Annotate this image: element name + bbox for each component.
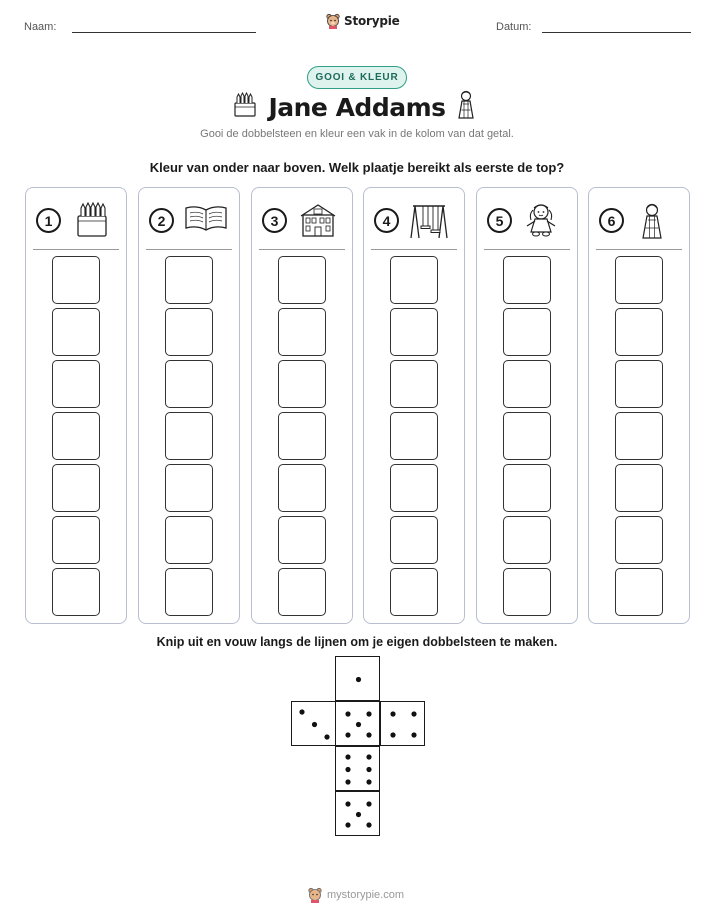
color-cell[interactable] bbox=[52, 516, 100, 564]
die-face-5 bbox=[335, 701, 380, 746]
die-pip bbox=[356, 812, 361, 817]
color-cell[interactable] bbox=[390, 308, 438, 356]
column-divider bbox=[146, 249, 232, 250]
color-cell[interactable] bbox=[503, 360, 551, 408]
column-header bbox=[26, 200, 126, 246]
footer bbox=[307, 887, 404, 903]
activity-badge: GOOI & KLEUR bbox=[307, 66, 407, 89]
date-line[interactable] bbox=[542, 32, 691, 33]
color-cell[interactable] bbox=[278, 516, 326, 564]
color-cell[interactable] bbox=[278, 360, 326, 408]
color-cell[interactable] bbox=[52, 256, 100, 304]
die-face-5 bbox=[335, 791, 380, 836]
die-pip bbox=[324, 734, 329, 739]
color-cell[interactable] bbox=[503, 516, 551, 564]
subtitle: Gooi de dobbelsteen en kleur een vak in de kolom van dat getal. bbox=[200, 128, 514, 140]
bear-mascot-icon bbox=[307, 887, 323, 903]
peg-doll-icon bbox=[637, 202, 667, 245]
color-cell[interactable] bbox=[503, 464, 551, 512]
house-icon bbox=[298, 202, 338, 243]
color-cell[interactable] bbox=[390, 256, 438, 304]
die-pip bbox=[411, 732, 416, 737]
color-cell[interactable] bbox=[52, 308, 100, 356]
color-cell[interactable] bbox=[165, 516, 213, 564]
die-face-4 bbox=[380, 701, 425, 746]
column-divider bbox=[484, 249, 570, 250]
column-number: 1 bbox=[36, 208, 61, 233]
color-cell[interactable] bbox=[390, 464, 438, 512]
color-cell[interactable] bbox=[52, 360, 100, 408]
color-cell[interactable] bbox=[278, 256, 326, 304]
instruction: Kleur van onder naar boven. Welk plaatje bereikt als eerste de top? bbox=[149, 160, 565, 175]
column-divider bbox=[33, 249, 119, 250]
color-cell[interactable] bbox=[390, 412, 438, 460]
color-cell[interactable] bbox=[278, 412, 326, 460]
color-cell[interactable] bbox=[165, 412, 213, 460]
color-cell[interactable] bbox=[52, 568, 100, 616]
date-label: Datum: bbox=[496, 21, 532, 33]
die-pip bbox=[356, 722, 361, 727]
peg-doll-icon bbox=[455, 90, 477, 125]
column-divider bbox=[259, 249, 345, 250]
color-cell[interactable] bbox=[165, 360, 213, 408]
die-pip bbox=[366, 711, 371, 716]
color-cell[interactable] bbox=[278, 464, 326, 512]
color-cell[interactable] bbox=[503, 256, 551, 304]
column-1 bbox=[25, 187, 127, 624]
open-book-icon bbox=[183, 202, 229, 239]
color-cell[interactable] bbox=[615, 568, 663, 616]
die-pip bbox=[345, 732, 350, 737]
color-cell[interactable] bbox=[503, 412, 551, 460]
cut-instruction: Knip uit en vouw langs de lijnen om je eigen dobbelsteen te maken. bbox=[156, 635, 558, 649]
die-pip bbox=[366, 754, 371, 759]
color-cell[interactable] bbox=[165, 256, 213, 304]
die-pip bbox=[366, 767, 371, 772]
color-cell[interactable] bbox=[165, 568, 213, 616]
color-cell[interactable] bbox=[615, 412, 663, 460]
color-cell[interactable] bbox=[390, 360, 438, 408]
column-header bbox=[252, 200, 352, 246]
color-cell[interactable] bbox=[615, 256, 663, 304]
color-cell[interactable] bbox=[278, 308, 326, 356]
color-cell[interactable] bbox=[52, 412, 100, 460]
crayons-icon bbox=[74, 202, 110, 243]
column-2 bbox=[138, 187, 240, 624]
die-pip bbox=[356, 677, 361, 682]
die-pip bbox=[390, 732, 395, 737]
die-pip bbox=[366, 779, 371, 784]
color-cell[interactable] bbox=[615, 516, 663, 564]
page-title: Jane Addams bbox=[268, 93, 446, 122]
color-cell[interactable] bbox=[278, 568, 326, 616]
color-cell[interactable] bbox=[615, 308, 663, 356]
die-pip bbox=[345, 822, 350, 827]
column-5 bbox=[476, 187, 578, 624]
color-cell[interactable] bbox=[390, 568, 438, 616]
column-number: 6 bbox=[599, 208, 624, 233]
column-header bbox=[477, 200, 577, 246]
column-number: 2 bbox=[149, 208, 174, 233]
die-pip bbox=[366, 732, 371, 737]
column-6 bbox=[588, 187, 690, 624]
footer-url: mystorypie.com bbox=[327, 889, 405, 901]
die-face-6 bbox=[335, 746, 380, 791]
column-divider bbox=[596, 249, 682, 250]
column-3 bbox=[251, 187, 353, 624]
storypie-logo bbox=[325, 13, 400, 29]
color-cell[interactable] bbox=[615, 360, 663, 408]
die-pip bbox=[345, 801, 350, 806]
name-line[interactable] bbox=[72, 32, 256, 33]
color-cell[interactable] bbox=[52, 464, 100, 512]
die-pip bbox=[312, 722, 317, 727]
die-pip bbox=[390, 711, 395, 716]
die-pip bbox=[345, 779, 350, 784]
column-header bbox=[589, 200, 689, 246]
bear-mascot-icon bbox=[325, 13, 341, 29]
color-cell[interactable] bbox=[615, 464, 663, 512]
die-pip bbox=[366, 822, 371, 827]
die-face-1 bbox=[335, 656, 380, 701]
die-pip bbox=[299, 709, 304, 714]
column-number: 5 bbox=[487, 208, 512, 233]
color-cell[interactable] bbox=[165, 308, 213, 356]
die-pip bbox=[411, 711, 416, 716]
die-face-3 bbox=[291, 701, 336, 746]
swing-set-icon bbox=[409, 202, 449, 245]
color-cell[interactable] bbox=[165, 464, 213, 512]
color-cell[interactable] bbox=[390, 516, 438, 564]
column-header bbox=[139, 200, 239, 246]
die-pip bbox=[345, 711, 350, 716]
column-number: 3 bbox=[262, 208, 287, 233]
column-header bbox=[364, 200, 464, 246]
rag-doll-icon bbox=[523, 202, 559, 243]
color-cell[interactable] bbox=[503, 308, 551, 356]
die-pip bbox=[366, 801, 371, 806]
column-4 bbox=[363, 187, 465, 624]
die-pip bbox=[345, 754, 350, 759]
column-divider bbox=[371, 249, 457, 250]
brand-name: Storypie bbox=[344, 14, 400, 28]
color-cell[interactable] bbox=[503, 568, 551, 616]
name-label: Naam: bbox=[24, 21, 57, 33]
column-number: 4 bbox=[374, 208, 399, 233]
die-pip bbox=[345, 767, 350, 772]
